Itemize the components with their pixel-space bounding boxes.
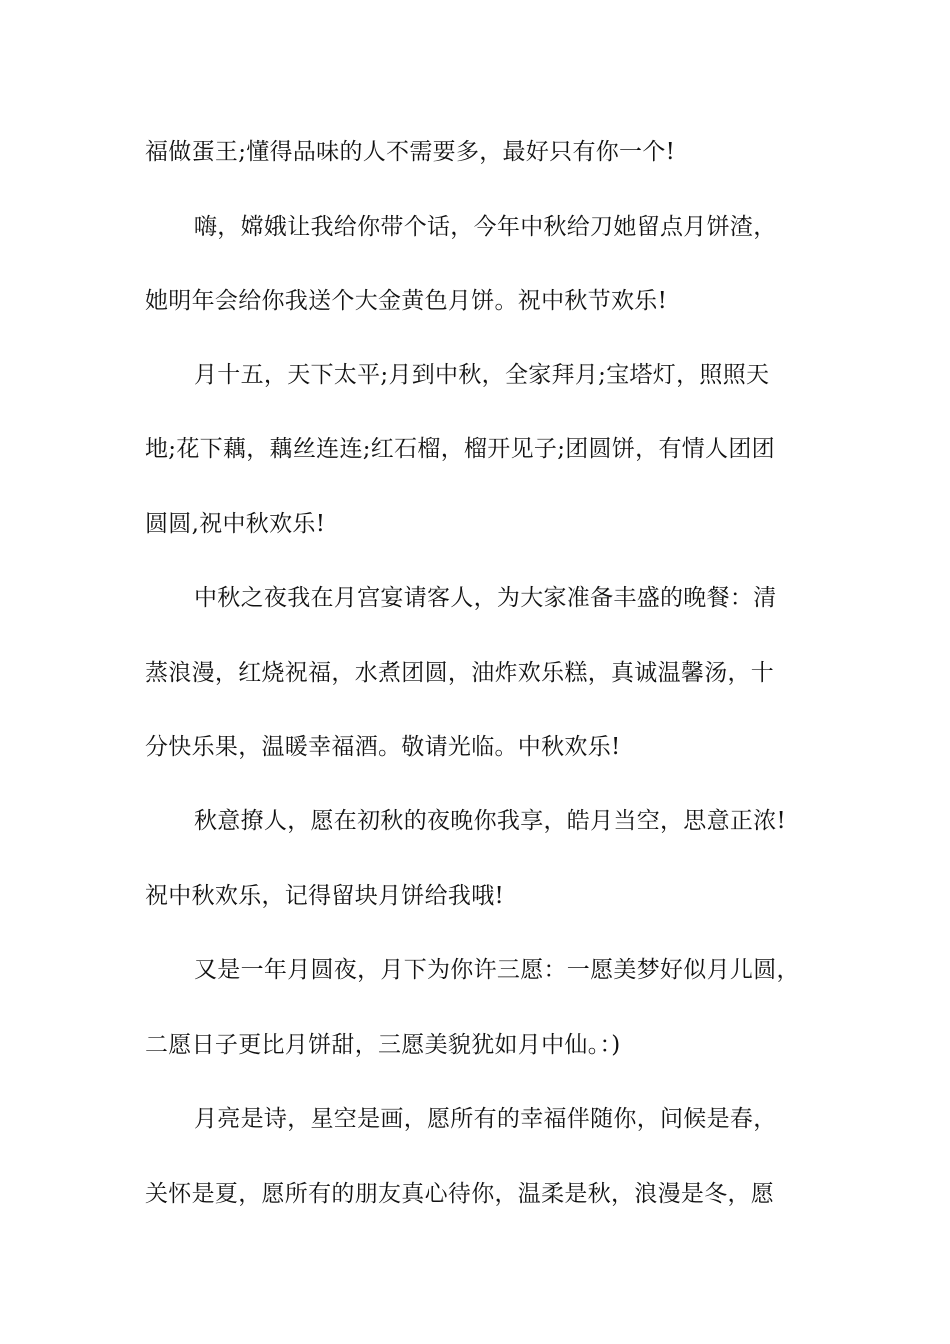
text-line-2: 嗨，嫦娥让我给你带个话，今年中秋给刀她留点月饼渣，: [194, 214, 777, 240]
text-line-1: 福做蛋王;懂得品味的人不需要多，最好只有你一个!: [145, 139, 676, 165]
text-line-14: 月亮是诗，星空是画，愿所有的幸福伴随你，问候是春，: [194, 1106, 777, 1132]
text-line-5: 地;花下藕，藕丝连连;红石榴，榴开见子;团圆饼，有情人团团: [145, 436, 775, 462]
text-line-15: 关怀是夏，愿所有的朋友真心待你，温柔是秋，浪漫是冬，愿: [145, 1181, 775, 1207]
text-line-12: 又是一年月圆夜，月下为你许三愿：一愿美梦好似月儿圆，: [194, 957, 800, 983]
text-line-6: 圆圆,祝中秋欢乐!: [145, 511, 326, 537]
text-line-4: 月十五，天下太平;月到中秋，全家拜月;宝塔灯，照照天: [194, 362, 770, 388]
text-line-11: 祝中秋欢乐，记得留块月饼给我哦!: [145, 883, 505, 909]
text-line-10: 秋意撩人，愿在初秋的夜晚你我享，皓月当空，思意正浓!: [194, 808, 787, 834]
text-line-9: 分快乐果，温暖幸福酒。敬请光临。中秋欢乐!: [145, 734, 621, 760]
text-line-13: 二愿日子更比月饼甜，三愿美貌犹如月中仙。：): [145, 1032, 621, 1058]
text-line-3: 她明年会给你我送个大金黄色月饼。祝中秋节欢乐!: [145, 288, 668, 314]
text-line-7: 中秋之夜我在月宫宴请客人，为大家准备丰盛的晚餐：清: [194, 585, 777, 611]
text-line-8: 蒸浪漫，红烧祝福，水煮团圆，油炸欢乐糕，真诚温馨汤，十: [145, 660, 775, 686]
